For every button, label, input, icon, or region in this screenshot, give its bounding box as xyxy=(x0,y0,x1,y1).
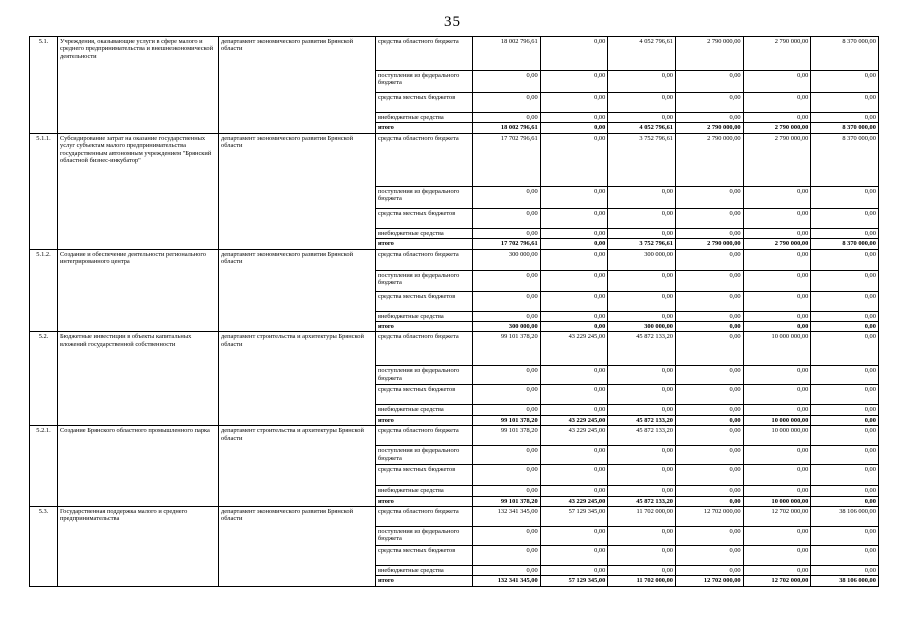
funding-source-label: итого xyxy=(376,415,473,425)
amount-cell: 0,00 xyxy=(675,113,743,123)
amount-cell: 99 101 378,20 xyxy=(473,332,541,366)
amount-cell: 0,00 xyxy=(608,291,676,311)
amount-cell: 0,00 xyxy=(540,133,608,186)
funding-source-label: поступления из федерального бюджета xyxy=(376,446,473,465)
amount-cell: 0,00 xyxy=(811,405,879,415)
amount-cell: 0,00 xyxy=(608,446,676,465)
amount-cell: 4 052 796,61 xyxy=(608,37,676,71)
amount-cell: 0,00 xyxy=(811,366,879,385)
funding-source-label: внебюджетные средства xyxy=(376,311,473,321)
amount-cell: 300 000,00 xyxy=(473,249,541,270)
amount-cell: 0,00 xyxy=(811,546,879,566)
funding-source-label: итого xyxy=(376,576,473,586)
amount-cell: 45 872 133,20 xyxy=(608,426,676,446)
funding-source-label: средства местных бюджетов xyxy=(376,93,473,113)
amount-cell: 0,00 xyxy=(540,270,608,291)
amount-cell: 0,00 xyxy=(473,228,541,238)
funding-source-label: средства местных бюджетов xyxy=(376,208,473,228)
amount-cell: 0,00 xyxy=(608,228,676,238)
amount-cell: 0,00 xyxy=(675,465,743,486)
amount-cell: 0,00 xyxy=(743,93,811,113)
amount-cell: 43 229 245,00 xyxy=(540,332,608,366)
amount-cell: 12 702 000,00 xyxy=(743,507,811,527)
amount-cell: 17 702 796,61 xyxy=(473,239,541,249)
amount-cell: 0,00 xyxy=(675,93,743,113)
amount-cell: 8 370 000,00 xyxy=(811,37,879,71)
amount-cell: 0,00 xyxy=(540,446,608,465)
amount-cell: 57 129 345,00 xyxy=(540,507,608,527)
amount-cell: 0,00 xyxy=(675,208,743,228)
section-code: 5.1.2. xyxy=(30,249,58,332)
amount-cell: 0,00 xyxy=(540,228,608,238)
amount-cell: 0,00 xyxy=(473,566,541,576)
section-executor: департамент строительства и архитектуры Брянской области xyxy=(219,426,376,507)
amount-cell: 0,00 xyxy=(811,71,879,93)
amount-cell: 38 106 000,00 xyxy=(811,576,879,586)
amount-cell: 0,00 xyxy=(675,186,743,208)
amount-cell: 0,00 xyxy=(743,311,811,321)
section-name: Учреждения, оказывающие услуги в сфере малого и среднего предпринимательства и внешнеэкономической деятельности xyxy=(58,37,219,134)
amount-cell: 2 790 000,00 xyxy=(743,133,811,186)
amount-cell: 8 370 000,00 xyxy=(811,133,879,186)
section-name: Государственная поддержка малого и среднего предпринимательства xyxy=(58,507,219,587)
section-code: 5.1.1. xyxy=(30,133,58,249)
section-code: 5.1. xyxy=(30,37,58,134)
amount-cell: 0,00 xyxy=(811,93,879,113)
amount-cell: 0,00 xyxy=(743,527,811,546)
amount-cell: 0,00 xyxy=(540,405,608,415)
amount-cell: 0,00 xyxy=(743,228,811,238)
funding-source-label: внебюджетные средства xyxy=(376,113,473,123)
amount-cell: 45 872 133,20 xyxy=(608,415,676,425)
funding-source-label: средства местных бюджетов xyxy=(376,465,473,486)
amount-cell: 0,00 xyxy=(811,228,879,238)
section-executor: департамент экономического развития Брянской области xyxy=(219,133,376,249)
amount-cell: 12 702 000,00 xyxy=(675,507,743,527)
amount-cell: 0,00 xyxy=(473,385,541,405)
amount-cell: 0,00 xyxy=(743,186,811,208)
amount-cell: 0,00 xyxy=(675,322,743,332)
amount-cell: 300 000,00 xyxy=(473,322,541,332)
amount-cell: 0,00 xyxy=(608,405,676,415)
amount-cell: 0,00 xyxy=(675,546,743,566)
amount-cell: 0,00 xyxy=(473,186,541,208)
amount-cell: 0,00 xyxy=(811,527,879,546)
amount-cell: 2 790 000,00 xyxy=(743,37,811,71)
amount-cell: 0,00 xyxy=(675,71,743,93)
section-executor: департамент экономического развития Брянской области xyxy=(219,37,376,134)
budget-table xyxy=(29,36,879,587)
amount-cell: 132 341 345,00 xyxy=(473,576,541,586)
amount-cell: 0,00 xyxy=(540,93,608,113)
amount-cell: 10 000 000,00 xyxy=(743,426,811,446)
amount-cell: 57 129 345,00 xyxy=(540,576,608,586)
section-name: Бюджетные инвестиции в объекты капитальных вложений государственной собственности xyxy=(58,332,219,426)
amount-cell: 0,00 xyxy=(675,527,743,546)
amount-cell: 0,00 xyxy=(675,291,743,311)
amount-cell: 45 872 133,20 xyxy=(608,496,676,506)
amount-cell: 132 341 345,00 xyxy=(473,507,541,527)
amount-cell: 0,00 xyxy=(473,366,541,385)
amount-cell: 4 052 796,61 xyxy=(608,123,676,133)
amount-cell: 0,00 xyxy=(743,546,811,566)
amount-cell: 0,00 xyxy=(675,249,743,270)
amount-cell: 0,00 xyxy=(811,486,879,496)
section-name: Субсидирование затрат на оказание государственных услуг субъектам малого предпринимательства государственным автономным учреждением "Брянский областной бизнес-инкубатор" xyxy=(58,133,219,249)
amount-cell: 0,00 xyxy=(540,208,608,228)
amount-cell: 0,00 xyxy=(608,486,676,496)
amount-cell: 0,00 xyxy=(473,465,541,486)
amount-cell: 0,00 xyxy=(540,113,608,123)
funding-source-label: средства областного бюджета xyxy=(376,37,473,71)
amount-cell: 0,00 xyxy=(540,239,608,249)
amount-cell: 0,00 xyxy=(811,332,879,366)
amount-cell: 43 229 245,00 xyxy=(540,415,608,425)
funding-source-label: итого xyxy=(376,239,473,249)
amount-cell: 0,00 xyxy=(608,385,676,405)
table-row xyxy=(30,133,879,186)
amount-cell: 0,00 xyxy=(473,311,541,321)
amount-cell: 3 752 796,61 xyxy=(608,239,676,249)
amount-cell: 0,00 xyxy=(743,249,811,270)
funding-source-label: средства областного бюджета xyxy=(376,249,473,270)
amount-cell: 0,00 xyxy=(473,291,541,311)
amount-cell: 0,00 xyxy=(608,311,676,321)
amount-cell: 12 702 000,00 xyxy=(675,576,743,586)
funding-source-label: средства областного бюджета xyxy=(376,133,473,186)
funding-source-label: внебюджетные средства xyxy=(376,228,473,238)
amount-cell: 0,00 xyxy=(811,465,879,486)
funding-source-label: средства местных бюджетов xyxy=(376,385,473,405)
funding-source-label: внебюджетные средства xyxy=(376,405,473,415)
amount-cell: 2 790 000,00 xyxy=(675,37,743,71)
section-name: Создание Брянского областного промышленного парка xyxy=(58,426,219,507)
table-row xyxy=(30,507,879,527)
funding-source-label: итого xyxy=(376,123,473,133)
funding-source-label: поступления из федерального бюджета xyxy=(376,270,473,291)
funding-source-label: поступления из федерального бюджета xyxy=(376,186,473,208)
amount-cell: 0,00 xyxy=(811,446,879,465)
amount-cell: 0,00 xyxy=(811,566,879,576)
amount-cell: 0,00 xyxy=(811,249,879,270)
amount-cell: 99 101 378,20 xyxy=(473,426,541,446)
funding-source-label: средства областного бюджета xyxy=(376,507,473,527)
amount-cell: 38 106 000,00 xyxy=(811,507,879,527)
amount-cell: 11 702 000,00 xyxy=(608,507,676,527)
amount-cell: 0,00 xyxy=(540,465,608,486)
amount-cell: 0,00 xyxy=(811,311,879,321)
amount-cell: 0,00 xyxy=(743,366,811,385)
amount-cell: 0,00 xyxy=(743,465,811,486)
amount-cell: 12 702 000,00 xyxy=(743,576,811,586)
amount-cell: 0,00 xyxy=(608,208,676,228)
amount-cell: 0,00 xyxy=(811,385,879,405)
amount-cell: 18 002 796,61 xyxy=(473,123,541,133)
amount-cell: 0,00 xyxy=(675,270,743,291)
amount-cell: 0,00 xyxy=(608,527,676,546)
amount-cell: 2 790 000,00 xyxy=(743,123,811,133)
amount-cell: 0,00 xyxy=(811,415,879,425)
funding-source-label: внебюджетные средства xyxy=(376,486,473,496)
amount-cell: 0,00 xyxy=(608,270,676,291)
amount-cell: 18 002 796,61 xyxy=(473,37,541,71)
amount-cell: 0,00 xyxy=(540,527,608,546)
amount-cell: 17 702 796,61 xyxy=(473,133,541,186)
amount-cell: 0,00 xyxy=(540,366,608,385)
page-number: 35 xyxy=(444,14,461,30)
section-executor: департамент строительства и архитектуры Брянской области xyxy=(219,332,376,426)
amount-cell: 0,00 xyxy=(473,486,541,496)
amount-cell: 0,00 xyxy=(608,186,676,208)
section-executor: департамент экономического развития Брянской области xyxy=(219,249,376,332)
amount-cell: 0,00 xyxy=(743,566,811,576)
amount-cell: 43 229 245,00 xyxy=(540,496,608,506)
funding-source-label: поступления из федерального бюджета xyxy=(376,366,473,385)
amount-cell: 0,00 xyxy=(473,71,541,93)
funding-source-label: средства местных бюджетов xyxy=(376,291,473,311)
amount-cell: 0,00 xyxy=(743,385,811,405)
amount-cell: 0,00 xyxy=(473,546,541,566)
amount-cell: 0,00 xyxy=(540,486,608,496)
amount-cell: 0,00 xyxy=(743,71,811,93)
amount-cell: 0,00 xyxy=(608,566,676,576)
amount-cell: 10 000 000,00 xyxy=(743,415,811,425)
table-row xyxy=(30,332,879,366)
amount-cell: 0,00 xyxy=(540,322,608,332)
amount-cell: 0,00 xyxy=(675,446,743,465)
amount-cell: 45 872 133,20 xyxy=(608,332,676,366)
table-row xyxy=(30,37,879,71)
amount-cell: 99 101 378,20 xyxy=(473,415,541,425)
funding-source-label: поступления из федерального бюджета xyxy=(376,71,473,93)
amount-cell: 0,00 xyxy=(743,486,811,496)
amount-cell: 43 229 245,00 xyxy=(540,426,608,446)
amount-cell: 0,00 xyxy=(473,527,541,546)
table-row xyxy=(30,249,879,270)
amount-cell: 0,00 xyxy=(675,486,743,496)
amount-cell: 0,00 xyxy=(473,93,541,113)
amount-cell: 0,00 xyxy=(608,465,676,486)
amount-cell: 0,00 xyxy=(811,291,879,311)
amount-cell: 0,00 xyxy=(473,208,541,228)
amount-cell: 0,00 xyxy=(540,385,608,405)
amount-cell: 2 790 000,00 xyxy=(675,133,743,186)
amount-cell: 0,00 xyxy=(743,208,811,228)
amount-cell: 0,00 xyxy=(540,546,608,566)
amount-cell: 0,00 xyxy=(675,415,743,425)
amount-cell: 0,00 xyxy=(811,186,879,208)
amount-cell: 0,00 xyxy=(473,446,541,465)
amount-cell: 0,00 xyxy=(743,113,811,123)
amount-cell: 10 000 000,00 xyxy=(743,496,811,506)
amount-cell: 10 000 000,00 xyxy=(743,332,811,366)
amount-cell: 0,00 xyxy=(540,566,608,576)
amount-cell: 0,00 xyxy=(811,208,879,228)
amount-cell: 8 370 000,00 xyxy=(811,123,879,133)
amount-cell: 0,00 xyxy=(811,270,879,291)
amount-cell: 0,00 xyxy=(473,405,541,415)
amount-cell: 0,00 xyxy=(675,385,743,405)
amount-cell: 0,00 xyxy=(608,366,676,385)
amount-cell: 8 370 000,00 xyxy=(811,239,879,249)
amount-cell: 0,00 xyxy=(540,249,608,270)
amount-cell: 0,00 xyxy=(473,113,541,123)
amount-cell: 0,00 xyxy=(608,71,676,93)
amount-cell: 0,00 xyxy=(540,186,608,208)
amount-cell: 0,00 xyxy=(811,496,879,506)
amount-cell: 0,00 xyxy=(540,291,608,311)
funding-source-label: средства областного бюджета xyxy=(376,426,473,446)
amount-cell: 0,00 xyxy=(743,405,811,415)
amount-cell: 0,00 xyxy=(811,426,879,446)
amount-cell: 0,00 xyxy=(540,71,608,93)
amount-cell: 11 702 000,00 xyxy=(608,576,676,586)
amount-cell: 300 000,00 xyxy=(608,249,676,270)
amount-cell: 0,00 xyxy=(540,311,608,321)
amount-cell: 0,00 xyxy=(540,37,608,71)
amount-cell: 0,00 xyxy=(811,113,879,123)
amount-cell: 0,00 xyxy=(608,546,676,566)
amount-cell: 3 752 796,61 xyxy=(608,133,676,186)
amount-cell: 99 101 378,20 xyxy=(473,496,541,506)
section-code: 5.3. xyxy=(30,507,58,587)
funding-source-label: внебюджетные средства xyxy=(376,566,473,576)
amount-cell: 0,00 xyxy=(540,123,608,133)
funding-source-label: средства областного бюджета xyxy=(376,332,473,366)
funding-source-label: итого xyxy=(376,496,473,506)
funding-source-label: средства местных бюджетов xyxy=(376,546,473,566)
amount-cell: 2 790 000,00 xyxy=(675,239,743,249)
amount-cell: 2 790 000,00 xyxy=(675,123,743,133)
amount-cell: 0,00 xyxy=(608,113,676,123)
amount-cell: 0,00 xyxy=(743,291,811,311)
amount-cell: 300 000,00 xyxy=(608,322,676,332)
budget-table-body xyxy=(30,37,879,587)
amount-cell: 0,00 xyxy=(675,332,743,366)
table-row xyxy=(30,426,879,446)
section-executor: департамент экономического развития Брянской области xyxy=(219,507,376,587)
amount-cell: 0,00 xyxy=(675,405,743,415)
section-code: 5.2. xyxy=(30,332,58,426)
amount-cell: 0,00 xyxy=(473,270,541,291)
amount-cell: 0,00 xyxy=(675,566,743,576)
funding-source-label: итого xyxy=(376,322,473,332)
amount-cell: 0,00 xyxy=(608,93,676,113)
amount-cell: 2 790 000,00 xyxy=(743,239,811,249)
amount-cell: 0,00 xyxy=(675,366,743,385)
section-code: 5.2.1. xyxy=(30,426,58,507)
amount-cell: 0,00 xyxy=(743,322,811,332)
amount-cell: 0,00 xyxy=(675,496,743,506)
amount-cell: 0,00 xyxy=(743,270,811,291)
amount-cell: 0,00 xyxy=(675,311,743,321)
amount-cell: 0,00 xyxy=(675,228,743,238)
amount-cell: 0,00 xyxy=(743,446,811,465)
funding-source-label: поступления из федерального бюджета xyxy=(376,527,473,546)
amount-cell: 0,00 xyxy=(811,322,879,332)
section-name: Создание и обеспечение деятельности регионального интегрированного центра xyxy=(58,249,219,332)
amount-cell: 0,00 xyxy=(675,426,743,446)
